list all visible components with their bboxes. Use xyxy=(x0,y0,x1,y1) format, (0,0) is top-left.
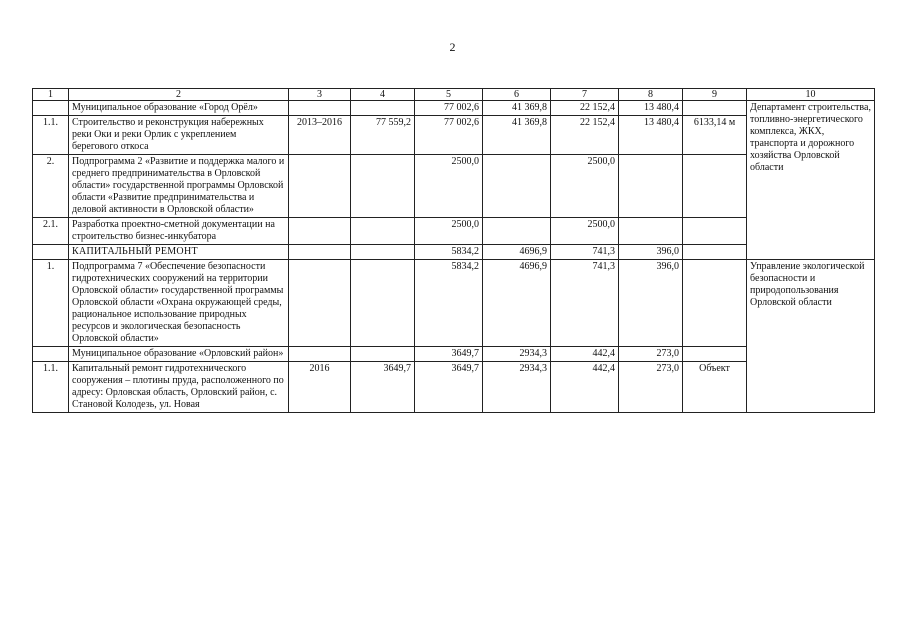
header-cell: 2 xyxy=(69,89,289,101)
header-cell: 4 xyxy=(351,89,415,101)
row-col8: 273,0 xyxy=(619,362,683,413)
table-header-row xyxy=(33,89,875,101)
row-name: КАПИТАЛЬНЫЙ РЕМОНТ xyxy=(69,245,289,260)
row-capacity xyxy=(683,101,747,116)
row-col7: 741,3 xyxy=(551,245,619,260)
row-col7: 2500,0 xyxy=(551,155,619,218)
header-cell: 7 xyxy=(551,89,619,101)
row-cost xyxy=(351,101,415,116)
row-period xyxy=(289,155,351,218)
table-row xyxy=(33,260,875,347)
row-name: Подпрограмма 2 «Развитие и поддержка малого и среднего предпринимательства в Орловской области» государственной программы Орловской области «Развитие предпринимательства и деловой активности в Орловской области» xyxy=(69,155,289,218)
row-name: Строительство и реконструкция набережных реки Оки и реки Орлик с укреплением берегового откоса xyxy=(69,116,289,155)
row-capacity xyxy=(683,155,747,218)
row-col6: 2934,3 xyxy=(483,362,551,413)
row-total: 2500,0 xyxy=(415,155,483,218)
row-col7: 2500,0 xyxy=(551,218,619,245)
row-col8 xyxy=(619,218,683,245)
row-cost: 3649,7 xyxy=(351,362,415,413)
row-cost xyxy=(351,155,415,218)
row-col7: 741,3 xyxy=(551,260,619,347)
row-period xyxy=(289,260,351,347)
row-cost xyxy=(351,260,415,347)
row-period: 2016 xyxy=(289,362,351,413)
row-period xyxy=(289,101,351,116)
row-capacity: 6133,14 м xyxy=(683,116,747,155)
row-period xyxy=(289,218,351,245)
page-number: 2 xyxy=(449,40,456,54)
row-col6: 4696,9 xyxy=(483,245,551,260)
row-total: 77 002,6 xyxy=(415,116,483,155)
header-cell: 6 xyxy=(483,89,551,101)
row-col8: 13 480,4 xyxy=(619,101,683,116)
row-number: 2. xyxy=(33,155,69,218)
row-number: 2.1. xyxy=(33,218,69,245)
row-col6: 41 369,8 xyxy=(483,116,551,155)
row-total: 77 002,6 xyxy=(415,101,483,116)
header-cell: 10 xyxy=(747,89,875,101)
row-col8: 13 480,4 xyxy=(619,116,683,155)
row-capacity: Объект xyxy=(683,362,747,413)
header-cell: 1 xyxy=(33,89,69,101)
row-number xyxy=(33,245,69,260)
row-period xyxy=(289,245,351,260)
row-name: Подпрограмма 7 «Обеспечение безопасности гидротехнических сооружений на территории Орловской области» государственной программы Орловской области «Охрана окружающей среды, рациональное использование природных ресурсов и экологическая безопасность Орловской области» xyxy=(69,260,289,347)
row-period: 2013–2016 xyxy=(289,116,351,155)
row-cost xyxy=(351,218,415,245)
row-name: Капитальный ремонт гидротехнического сооружения – плотины пруда, расположенного по адресу: Орловская область, Орловский район, с. Становой Колодезь, ул. Новая xyxy=(69,362,289,413)
row-name: Разработка проектно-сметной документации на строительство бизнес-инкубатора xyxy=(69,218,289,245)
row-total: 2500,0 xyxy=(415,218,483,245)
row-total: 5834,2 xyxy=(415,260,483,347)
row-number: 1.1. xyxy=(33,116,69,155)
row-col8: 396,0 xyxy=(619,260,683,347)
header-cell: 5 xyxy=(415,89,483,101)
row-cost xyxy=(351,347,415,362)
row-col8 xyxy=(619,155,683,218)
row-number: 1.1. xyxy=(33,362,69,413)
row-cost: 77 559,2 xyxy=(351,116,415,155)
responsible-ecology: Управление экологической безопасности и природопользования Орловской области xyxy=(747,260,875,413)
row-number xyxy=(33,101,69,116)
row-col8: 273,0 xyxy=(619,347,683,362)
row-col6: 2934,3 xyxy=(483,347,551,362)
row-number: 1. xyxy=(33,260,69,347)
row-col7: 442,4 xyxy=(551,347,619,362)
row-col7: 442,4 xyxy=(551,362,619,413)
row-capacity xyxy=(683,260,747,347)
row-cost xyxy=(351,245,415,260)
row-total: 3649,7 xyxy=(415,347,483,362)
row-total: 5834,2 xyxy=(415,245,483,260)
row-total: 3649,7 xyxy=(415,362,483,413)
row-name: Муниципальное образование «Город Орёл» xyxy=(69,101,289,116)
responsible-construction: Департамент строительства, топливно-энергетического комплекса, ЖКХ, транспорта и дорожного хозяйства Орловской области xyxy=(747,101,875,260)
program-table xyxy=(32,88,875,413)
row-number xyxy=(33,347,69,362)
row-col6: 4696,9 xyxy=(483,260,551,347)
row-capacity xyxy=(683,245,747,260)
row-capacity xyxy=(683,218,747,245)
row-name: Муниципальное образование «Орловский район» xyxy=(69,347,289,362)
row-period xyxy=(289,347,351,362)
header-cell: 8 xyxy=(619,89,683,101)
row-capacity xyxy=(683,347,747,362)
table-row xyxy=(33,101,875,116)
row-col6 xyxy=(483,218,551,245)
row-col7: 22 152,4 xyxy=(551,116,619,155)
row-col6 xyxy=(483,155,551,218)
row-col7: 22 152,4 xyxy=(551,101,619,116)
row-col8: 396,0 xyxy=(619,245,683,260)
header-cell: 9 xyxy=(683,89,747,101)
header-cell: 3 xyxy=(289,89,351,101)
row-col6: 41 369,8 xyxy=(483,101,551,116)
